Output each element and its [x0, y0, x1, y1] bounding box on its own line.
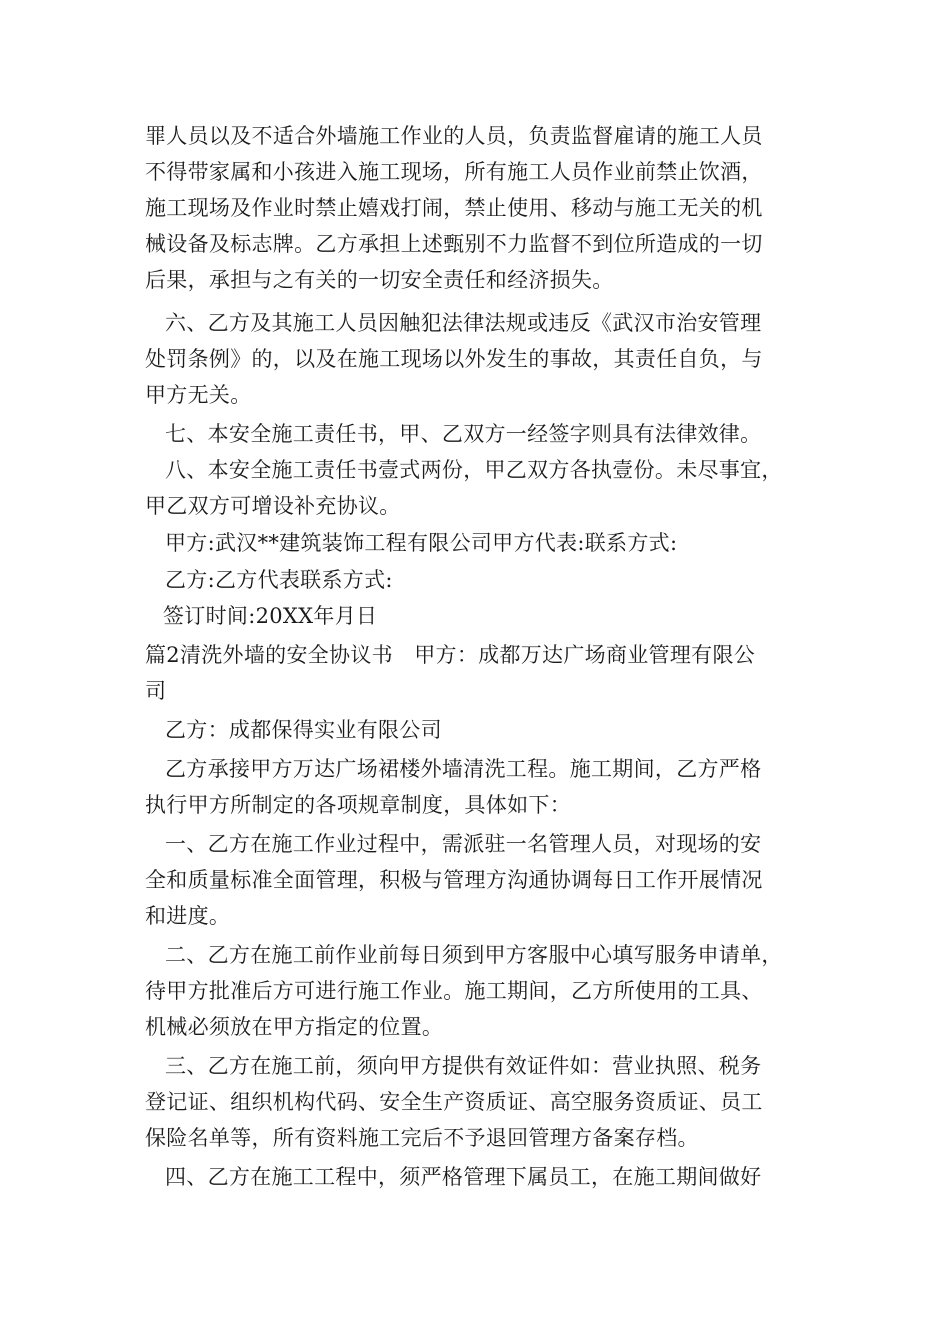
text-line: 和进度。: [145, 904, 231, 928]
text-line: 乙方:乙方代表联系方式:: [165, 568, 393, 592]
text-line: 二、乙方在施工前作业前每日须到甲方客服中心填写服务申请单，: [165, 943, 783, 967]
text-line: 罪人员以及不适合外墙施工作业的人员，负责监督雇请的施工人员: [145, 124, 763, 148]
text-line: 处罚条例》的，以及在施工现场以外发生的事故，其责任自负，与: [145, 347, 763, 371]
text-line: 全和质量标准全面管理，积极与管理方沟通协调每日工作开展情况: [145, 868, 763, 892]
text-line: 执行甲方所制定的各项规章制度，具体如下：: [145, 793, 571, 817]
text-line: 三、乙方在施工前，须向甲方提供有效证件如：营业执照、税务: [165, 1054, 762, 1078]
text-line: 司: [145, 679, 167, 703]
text-line: 八、本安全施工责任书壹式两份，甲乙双方各执壹份。未尽事宜，: [165, 458, 783, 482]
text-line: 登记证、组织机构代码、安全生产资质证、高空服务资质证、员工: [145, 1090, 763, 1114]
text-line: 机械必须放在甲方指定的位置。: [145, 1015, 444, 1039]
text-line: 四、乙方在施工工程中，须严格管理下属员工，在施工期间做好: [165, 1165, 762, 1189]
text-line: 械设备及标志牌。乙方承担上述甄别不力监督不到位所造成的一切: [145, 232, 763, 256]
text-line: 待甲方批准后方可进行施工作业。施工期间，乙方所使用的工具、: [145, 979, 763, 1003]
text-line: 七、本安全施工责任书，甲、乙双方一经签字则具有法律效律。: [165, 422, 762, 446]
text-line: 甲方:武汉**建筑装饰工程有限公司甲方代表:联系方式:: [165, 531, 678, 555]
text-line: 甲方无关。: [145, 383, 252, 407]
text-line: 施工现场及作业时禁止嬉戏打闹，禁止使用、移动与施工无关的机: [145, 196, 763, 220]
text-line: 甲乙双方可增设补充协议。: [145, 494, 401, 518]
text-line: 乙方：成都保得实业有限公司: [165, 718, 442, 742]
section-heading: 篇2清洗外墙的安全协议书 甲方：成都万达广场商业管理有限公: [145, 643, 756, 667]
text-line: 六、乙方及其施工人员因触犯法律法规或违反《武汉市治安管理: [165, 311, 762, 335]
text-line: 保险名单等，所有资料施工完后不予退回管理方备案存档。: [145, 1126, 699, 1150]
text-line: 后果，承担与之有关的一切安全责任和经济损失。: [145, 268, 614, 292]
text-line: 一、乙方在施工作业过程中，需派驻一名管理人员，对现场的安: [165, 832, 762, 856]
text-line: 不得带家属和小孩进入施工现场，所有施工人员作业前禁止饮酒，: [145, 160, 763, 184]
text-line: 乙方承接甲方万达广场裙楼外墙清洗工程。施工期间，乙方严格: [165, 757, 762, 781]
text-line: 签订时间:20XX年月日: [163, 604, 378, 628]
